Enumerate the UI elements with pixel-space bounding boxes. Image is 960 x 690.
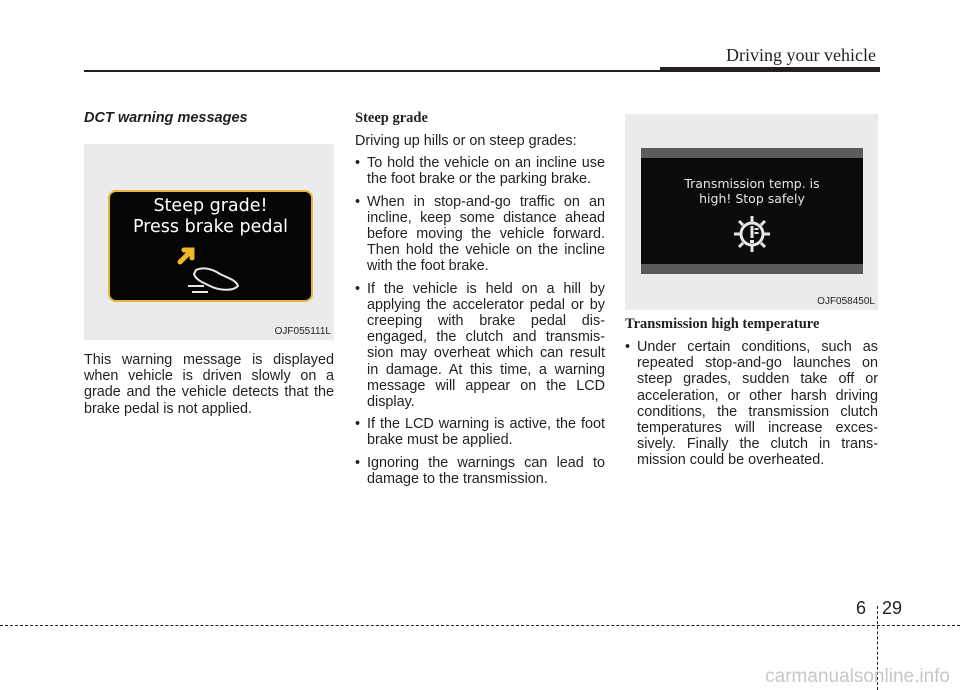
column-transmission-temp [625,114,878,469]
page-number: 29 [882,598,903,618]
lcd-message-line1: Steep grade! [153,196,268,216]
figure-code: OJF058450L [817,296,875,307]
bullet-item: • Under certain conditions, such as repeated stop-and-go launches on steep grades, sudden take off or acceleration, or other harsh driving conditions, the transmission clutch temperatures will increase exces-sively. Finally the clutch in trans-mission could be overheated. [625,339,878,469]
section-heading-steep-grade: Steep grade [355,110,428,126]
brake-pedal-icon [174,240,254,296]
section-header-title: Driving your vehicle [726,45,876,65]
figure-code: OJF055111L [274,326,331,337]
site-watermark: carmanualsonline.info [765,666,950,687]
steep-grade-bullet-list [355,155,605,487]
section-body-dct: This warning message is displayed when vehicle is driven slowly on a grade and the vehicle detects that the brake pedal is not applied. [84,352,334,417]
bullet-item: • If the vehicle is held on a hill by applying the accelerator pedal or by creeping with brake pedal dis-engaged, the clutch and transmis-sion may overheat which can result in damage. At this time, a warning message will appear on the LCD display. [355,281,605,411]
column-dct-warnings [84,110,334,417]
section-heading-dct: DCT warning messages [84,110,248,126]
bullet-item: • When in stop-and-go traffic on an incline, keep some distance ahead before moving the vehicle forward. Then hold the vehicle on the incline with the foot brake. [355,194,605,275]
transmission-temperature-gear-icon [732,214,772,254]
lcd-message-line2: high! Stop safely [699,191,805,206]
bullet-item: • To hold the vehicle on an incline use the foot brake or the parking brake. [355,155,605,187]
lcd-message-line1: Transmission temp. is [684,176,820,191]
header-rule-tab [660,67,880,72]
chapter-number: 6 [856,598,867,618]
section-intro-steep-grade: Driving up hills or on steep grades: [355,133,577,149]
bullet-item: • If the LCD warning is active, the foot brake must be applied. [355,416,605,448]
column-steep-grade [355,110,605,487]
lcd-message-line2: Press brake pedal [132,217,289,237]
transmission-bullet-list [625,339,878,469]
lcd-display-steep-grade [108,190,313,302]
lcd-display-transmission [641,148,863,274]
section-heading-transmission-temp: Transmission high temperature [625,316,820,332]
figure-transmission-temp [625,114,878,310]
figure-steep-grade [84,144,334,340]
footer-dashed-rule [0,625,960,626]
bullet-item: • Ignoring the warnings can lead to damage to the transmission. [355,455,605,487]
